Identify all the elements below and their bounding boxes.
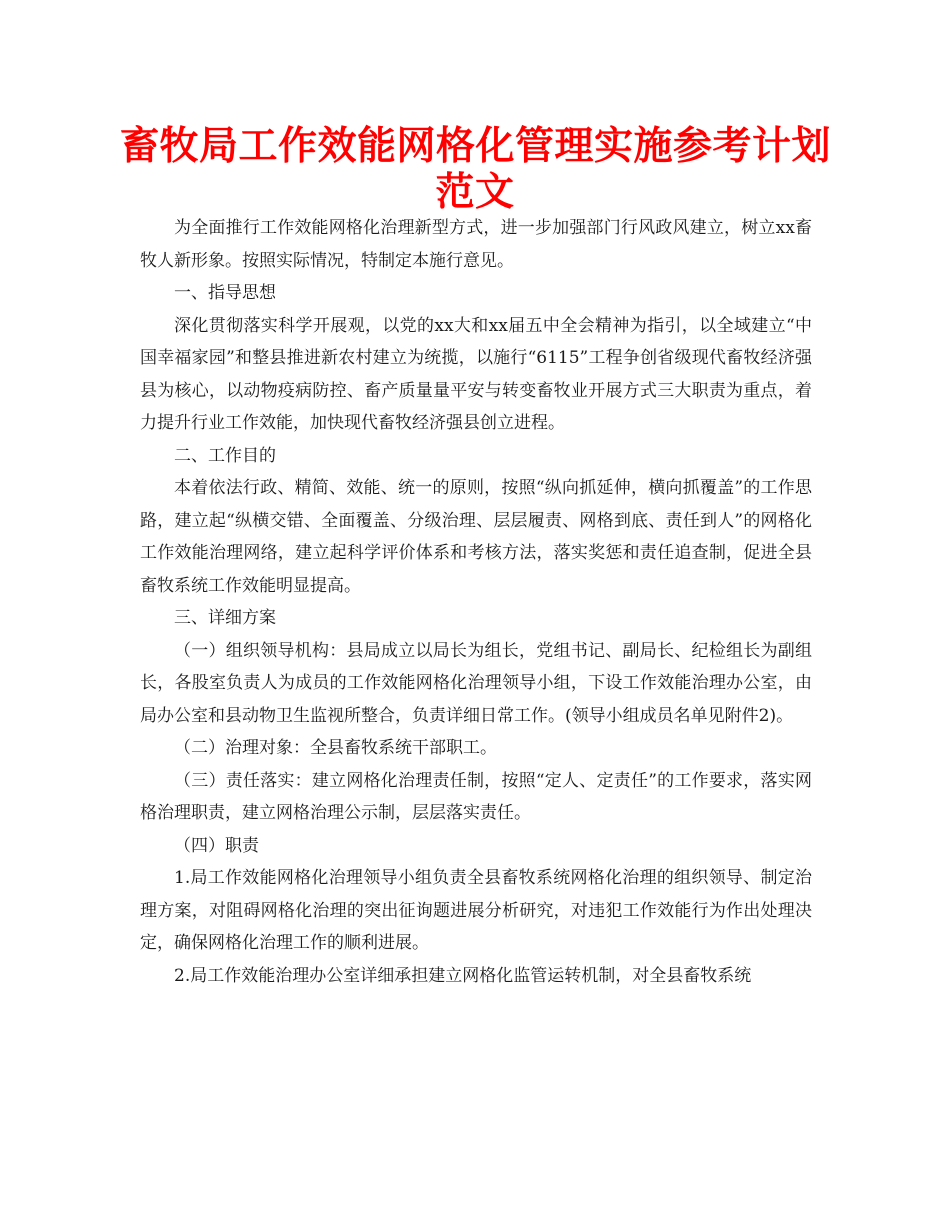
section-heading-detailed-plan: 三、详细方案 [174,608,276,628]
paragraph-intro: 为全面推行工作效能网格化治理新型方式，进一步加强部门行风政风建立，树立xx畜牧人新形象。按照实际情况，特制定本施行意见。 [140,218,812,271]
paragraph-duty-2: 2.局工作效能治理办公室详细承担建立网格化监管运转机制，对全县畜牧系统 [174,965,752,986]
paragraph-guiding-thought: 深化贯彻落实科学开展观，以党的xx大和xx届五中全会精神为指引，以全域建立“中国幸福家园”和整县推进新农村建立为统揽，以施行“6115”工程争创省级现代畜牧经济强县为核心，以动物疫病防控、畜产质量量平安与转变畜牧业开展方式三大职责为重点，着力提升行业工作效能，加快现代畜牧经济强县创立进程。 [140,315,812,433]
paragraph-work-goal: 本着依法行政、精简、效能、统一的原则，按照“纵向抓延伸，横向抓覆盖”的工作思路，建立起“纵横交错、全面覆盖、分级治理、层层履责、网格到底、责任到人”的网格化工作效能治理网络，建立起科学评价体系和考核方法，落实奖惩和责任追查制，促进全县畜牧系统工作效能明显提高。 [140,478,812,596]
paragraph-responsibility: （三）责任落实：建立网格化治理责任制，按照“定人、定责任”的工作要求，落实网格治理职责，建立网格治理公示制，层层落实责任。 [140,770,812,823]
paragraph-duty-1: 1.局工作效能网格化治理领导小组负责全县畜牧系统网格化治理的组织领导、制定治理方案，对阻碍网格化治理的突出征询题进展分析研究，对违犯工作效能行为作出处理决定，确保网格化治理工作的顺利进展。 [140,868,812,953]
document-title-line-1: 畜牧局工作效能网格化管理实施参考计划 [120,124,832,169]
section-heading-duties: （四）职责 [174,835,259,856]
document-body [140,212,812,992]
paragraph-organization: （一）组织领导机构：县局成立以局长为组长，党组书记、副局长、纪检组长为副组长，各股室负责人为成员的工作效能网格化治理领导小组，下设工作效能治理办公室，由局办公室和县动物卫生监视所整合，负责详细日常工作。(领导小组成员名单见附件2)。 [140,640,812,726]
paragraph-management-target: （二）治理对象：全县畜牧系统干部职工。 [174,738,497,758]
section-heading-work-goal: 二、工作目的 [174,445,276,466]
document-title-line-2: 范文 [435,170,515,215]
section-heading-guiding-thought: 一、指导思想 [174,283,276,303]
